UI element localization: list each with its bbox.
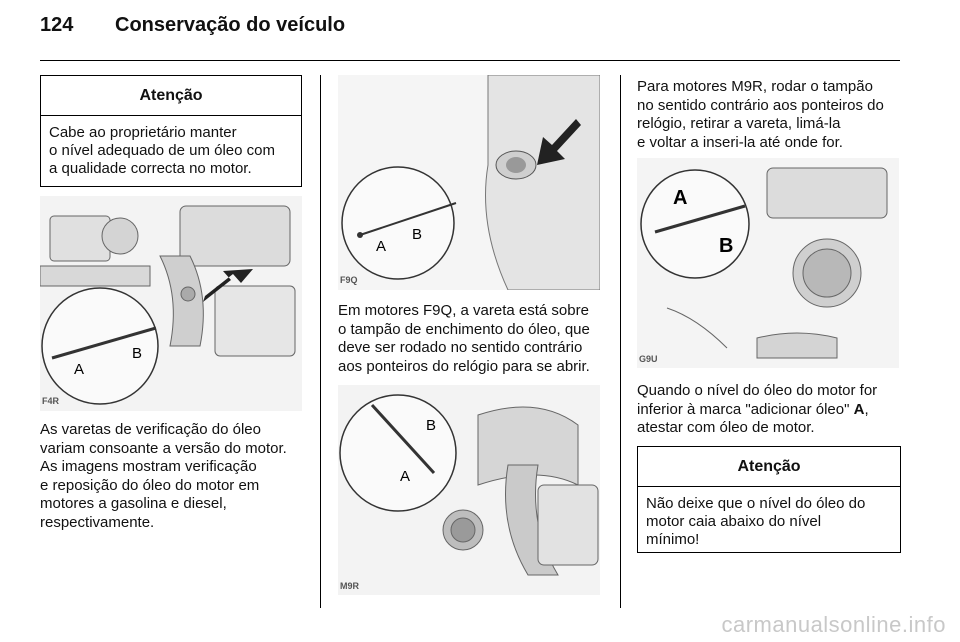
engine-illustration-f9q bbox=[338, 75, 600, 290]
text-line: motores a gasolina e diesel, bbox=[40, 495, 227, 512]
label-b: B bbox=[426, 417, 437, 434]
figure-code: F4R bbox=[42, 396, 60, 406]
notice-line: mínimo! bbox=[646, 531, 700, 548]
notice-box-min-level bbox=[637, 446, 901, 553]
notice-body bbox=[41, 116, 301, 186]
notice-box-owner bbox=[40, 75, 302, 187]
paragraph-add-oil bbox=[637, 382, 902, 438]
label-b: B bbox=[719, 235, 734, 257]
engine-illustration-g9u bbox=[637, 158, 899, 368]
figure-code: F9Q bbox=[340, 275, 358, 285]
mark-a-bold: A bbox=[853, 400, 865, 418]
text-line: deve ser rodado no sentido contrário bbox=[338, 339, 583, 356]
text-line: e reposição do óleo do motor em bbox=[40, 476, 260, 494]
paragraph-m9r bbox=[637, 78, 902, 152]
label-a: A bbox=[673, 187, 688, 209]
column-divider-2 bbox=[620, 75, 621, 608]
label-b: B bbox=[412, 226, 423, 243]
text-line: atestar com óleo de motor. bbox=[637, 419, 815, 436]
text-line bbox=[637, 401, 902, 420]
watermark: carmanualsonline.info bbox=[721, 612, 946, 637]
notice-heading: Atenção bbox=[638, 447, 900, 487]
notice-body bbox=[638, 487, 900, 557]
notice-line: o nível adequado de um óleo com bbox=[49, 142, 275, 159]
figure-f9q bbox=[338, 75, 600, 290]
header-rule bbox=[40, 60, 900, 61]
figure-f4r bbox=[40, 196, 302, 411]
text-line: Para motores M9R, rodar o tampão bbox=[637, 78, 873, 95]
text-line: relógio, retirar a vareta, limá-la bbox=[637, 115, 841, 132]
text-line: variam consoante a versão do motor. bbox=[40, 439, 287, 457]
figure-m9r bbox=[338, 385, 600, 595]
text-line: Em motores F9Q, a vareta está sobre bbox=[338, 302, 589, 319]
text-line: aos ponteiros do relógio para se abrir. bbox=[338, 357, 590, 375]
page-number: 124 bbox=[40, 14, 74, 36]
text-line: Quando o nível do óleo do motor for bbox=[637, 382, 878, 399]
text-fragment: inferior à marca "adicionar óleo" bbox=[637, 400, 854, 418]
page-title: Conservação do veículo bbox=[115, 14, 346, 36]
text-line: no sentido contrário aos ponteiros do bbox=[637, 96, 884, 114]
notice-heading: Atenção bbox=[41, 76, 301, 116]
text-fragment: , bbox=[864, 400, 869, 418]
text-line: o tampão de enchimento do óleo, que bbox=[338, 320, 590, 338]
notice-line: Não deixe que o nível do óleo do bbox=[646, 495, 866, 512]
text-line: As imagens mostram verificação bbox=[40, 458, 257, 475]
page-header bbox=[40, 14, 900, 48]
figure-code: M9R bbox=[340, 581, 360, 591]
column-divider-1 bbox=[320, 75, 321, 608]
text-line: As varetas de verificação do óleo bbox=[40, 421, 261, 438]
text-line: respectivamente. bbox=[40, 513, 155, 531]
figure-g9u bbox=[637, 158, 899, 368]
notice-line: a qualidade correcta no motor. bbox=[49, 160, 252, 177]
paragraph-dipsticks bbox=[40, 421, 305, 532]
notice-line: Cabe ao proprietário manter bbox=[49, 124, 237, 141]
engine-illustration-m9r bbox=[338, 385, 600, 595]
paragraph-f9q bbox=[338, 302, 613, 376]
label-a: A bbox=[376, 238, 387, 255]
notice-line: motor caia abaixo do nível bbox=[646, 513, 822, 530]
label-a: A bbox=[400, 468, 411, 485]
text-line: e voltar a inseri-la até onde for. bbox=[637, 133, 843, 151]
label-a: A bbox=[74, 361, 85, 378]
engine-illustration-f4r bbox=[40, 196, 302, 411]
figure-code: G9U bbox=[639, 354, 658, 364]
label-b: B bbox=[132, 345, 143, 362]
